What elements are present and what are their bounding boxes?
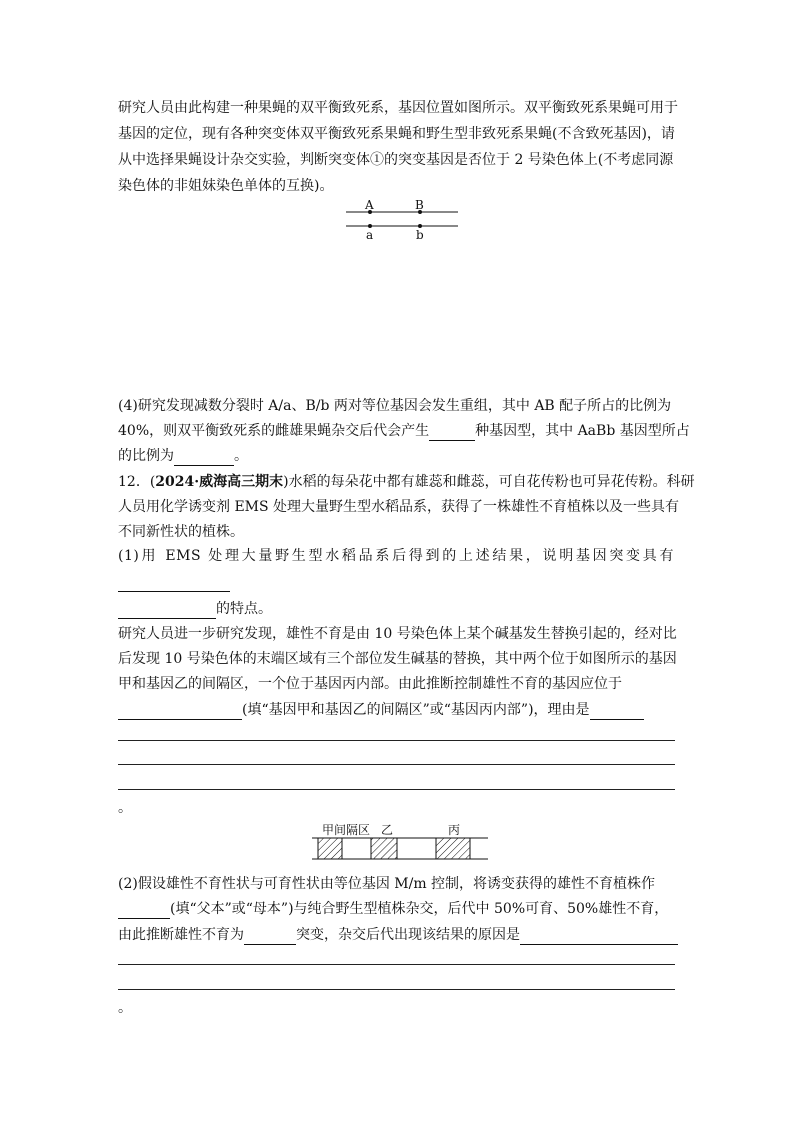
gene-label-A: A	[365, 198, 374, 212]
paragraph-line: 研究人员由此构建一种果蝇的双平衡致死系，基因位置如图所示。双平衡致死系果蝇可用于	[118, 100, 678, 116]
q4-line: (4)研究发现减数分裂时 A/a、B/b 两对等位基因会发生重组，其中 AB 配子所占的比例为	[118, 398, 672, 414]
answer-blank[interactable]	[520, 928, 678, 945]
answer-line	[118, 572, 230, 592]
answer-blank[interactable]	[429, 424, 475, 441]
period: 。	[118, 1000, 132, 1016]
gene-bing-block	[436, 838, 470, 859]
source-tag: 2024·威海高三期末	[155, 474, 284, 490]
q12-text: (填“基因甲和基因乙的间隔区”或“基因丙内部”)，理由是	[242, 702, 590, 718]
q4-text: 的比例为	[118, 448, 174, 464]
chromosome-diagram	[340, 196, 465, 246]
answer-rule[interactable]	[118, 989, 675, 990]
gene-yi-block	[371, 838, 397, 859]
q12-sub2-line	[118, 925, 678, 945]
paragraph-line: 后发现 10 号染色体的末端区域有三个部位发生碱基的替换，其中两个位于如图所示的基因	[118, 651, 677, 667]
q4-text: 种基因型，其中 AaBb 基因型所占	[475, 423, 690, 439]
q12-line: 人员用化学诱变剂 EMS 处理大量野生型水稻品系，获得了一株雄性不育植株以及一些具有	[118, 499, 680, 515]
gene-jia-block	[318, 838, 342, 859]
answer-blank[interactable]	[118, 703, 242, 720]
paragraph-line: 甲和基因乙的间隔区，一个位于基因丙内部。由此推断控制雄性不育的基因应位于	[118, 676, 622, 692]
label-bing: 丙	[448, 823, 461, 837]
q4-line	[118, 446, 248, 466]
period: 。	[118, 800, 132, 816]
gene-map-diagram	[308, 818, 493, 864]
q12-sub2-line	[118, 899, 668, 919]
paragraph-line: 从中选择果蝇设计杂交实验，判断突变体①的突变基因是否位于 2 号染色体上(不考虑同源	[118, 152, 674, 168]
q12-text: 突变，杂交后代出现该结果的原因是	[296, 927, 520, 943]
paragraph-line: 研究人员进一步研究发现，雄性不育是由 10 号染色体上某个碱基发生替换引起的，经对比	[118, 626, 677, 642]
answer-rule[interactable]	[118, 964, 675, 965]
label-yi: 乙	[381, 823, 394, 837]
q12-text: (填“父本”或“母本”)与纯合野生型植株杂交，后代中 50%可育、50%雄性不育，	[170, 901, 669, 917]
q12-line: 不同新性状的植株。	[118, 524, 244, 540]
q4-text: 40%，则双平衡致死系的雌雄果蝇杂交后代会产生	[118, 423, 430, 439]
q12-text: )水稻的每朵花中都有雄蕊和雌蕊，可自花传粉也可异花传粉。科研	[283, 474, 695, 490]
q12-sub2-line: (2)假设雄性不育性状与可育性状由等位基因 M/m 控制，将诱变获得的雄性不育植株作	[118, 876, 656, 892]
q12-text: 由此推断雄性不育为	[118, 927, 244, 943]
answer-blank[interactable]	[118, 602, 216, 619]
answer-blank[interactable]	[118, 575, 230, 592]
q12-sub1: (1)用 EMS 处理大量野生型水稻品系后得到的上述结果，说明基因突变具有	[118, 548, 674, 564]
q4-text: 。	[234, 448, 248, 464]
answer-blank[interactable]	[174, 449, 234, 466]
gene-label-b: b	[416, 228, 424, 242]
question-number: 12．(	[118, 474, 156, 490]
answer-blank[interactable]	[590, 703, 644, 720]
answer-rule[interactable]	[118, 789, 675, 790]
answer-line	[118, 599, 272, 619]
q4-line	[118, 421, 690, 441]
gene-label-B: B	[415, 198, 424, 212]
q12-heading	[118, 472, 695, 492]
fill-line	[118, 700, 644, 720]
paragraph-line: 染色体的非姐妹染色单体的互换)。	[118, 178, 334, 194]
answer-rule[interactable]	[118, 764, 675, 765]
answer-blank[interactable]	[244, 928, 296, 945]
paragraph-line: 基因的定位，现有各种突变体双平衡致死系果蝇和野生型非致死系果蝇(不含致死基因)，请	[118, 126, 675, 142]
answer-rule[interactable]	[118, 740, 675, 741]
answer-blank[interactable]	[118, 902, 170, 919]
label-jia-spacer: 甲间隔区	[322, 823, 371, 837]
gene-label-a: a	[366, 228, 374, 242]
q12-text: 的特点。	[216, 601, 272, 617]
